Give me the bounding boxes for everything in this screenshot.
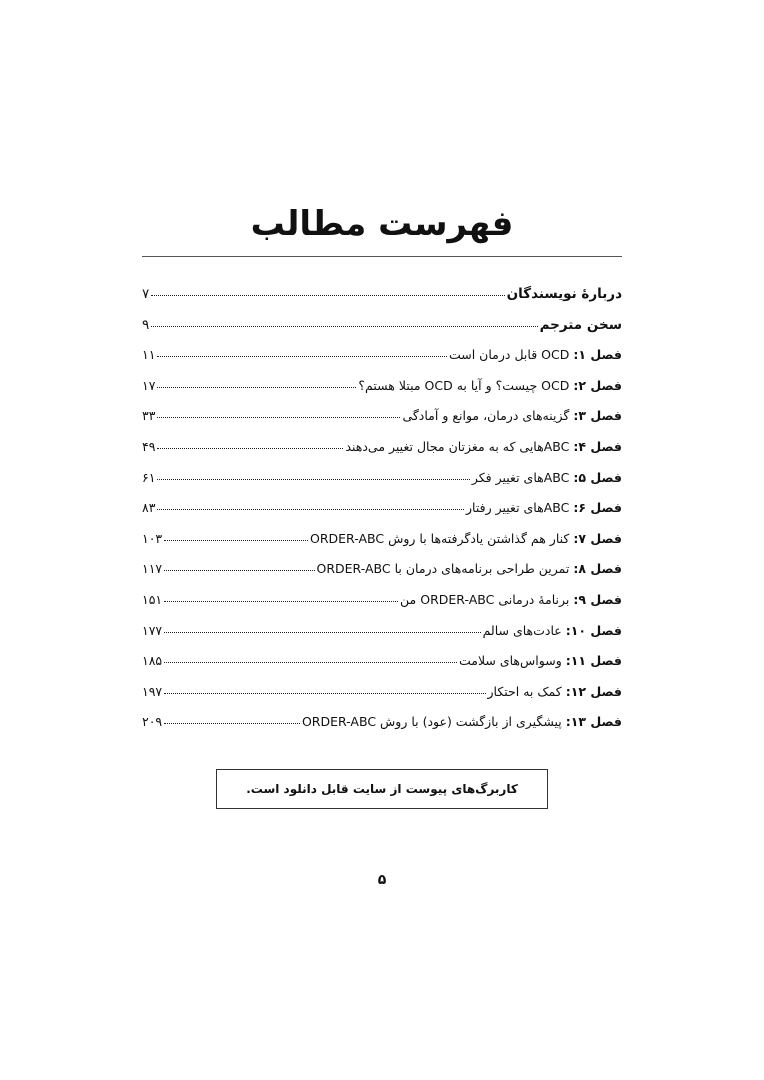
toc-page-number: ۱۹۷	[142, 683, 163, 699]
toc-chapter-number: فصل ۶:	[573, 500, 622, 516]
toc-entry-label	[488, 684, 622, 699]
table-of-contents	[142, 285, 622, 744]
toc-dot-leader	[164, 589, 398, 602]
toc-dot-leader	[164, 711, 300, 724]
toc-page-number: ۱۰۳	[142, 530, 163, 546]
toc-entry-title: OCD چیست؟ و آیا به OCD مبتلا هستم؟	[358, 377, 570, 393]
toc-entry-label	[302, 714, 622, 729]
page-title: فهرست مطالب	[250, 204, 514, 244]
toc-chapter-number: فصل ۳:	[573, 408, 622, 424]
toc-entry-label	[507, 286, 622, 302]
toc-page-number: ۱۵۱	[142, 591, 163, 607]
download-notice-box	[216, 769, 548, 809]
toc-page-number: ۶۱	[142, 469, 156, 485]
toc-entry-title: پیشگیری از بازگشت (عود) با روش ORDER-ABC	[301, 714, 562, 730]
toc-chapter-number: فصل ۵:	[573, 469, 622, 485]
toc-dot-leader	[157, 405, 400, 418]
toc-chapter-number: فصل ۱۱:	[565, 653, 622, 669]
toc-entry-label	[358, 378, 622, 393]
toc-dot-leader	[151, 283, 504, 296]
toc-chapter-number: فصل ۱۰:	[565, 622, 622, 638]
toc-entry-title: ABCهای تغییر رفتار	[466, 500, 570, 516]
toc-page-number: ۹	[142, 316, 150, 333]
toc-page-number: ۲۰۹	[142, 714, 163, 730]
toc-entry-title: دربارهٔ نویسندگان	[506, 286, 622, 302]
toc-page-number: ۱۸۵	[142, 653, 163, 669]
toc-entry-label	[483, 623, 622, 638]
toc-entry-title: سخن مترجم	[539, 316, 622, 333]
toc-entry[interactable]	[142, 622, 622, 653]
toc-dot-leader	[157, 497, 464, 510]
toc-entry[interactable]	[142, 683, 622, 714]
toc-entry[interactable]	[142, 285, 622, 316]
toc-page-number: ۱۷۷	[142, 622, 163, 638]
toc-chapter-number: فصل ۴:	[573, 438, 622, 454]
download-notice-text: کاربرگ‌های پیوست از سایت قابل دانلود است.	[246, 782, 518, 796]
toc-entry-title: ABCهایی که به مغزتان مجال تغییر می‌دهند	[345, 438, 570, 454]
toc-page-number: ۴۹	[142, 438, 156, 454]
toc-entry-label	[449, 347, 622, 362]
toc-entry-label	[466, 500, 622, 515]
toc-dot-leader	[157, 436, 343, 449]
toc-chapter-number: فصل ۱۳:	[565, 714, 622, 730]
toc-page-number: ۱۱	[142, 347, 156, 363]
toc-chapter-number: فصل ۸:	[573, 561, 622, 577]
toc-dot-leader	[157, 467, 469, 480]
toc-entry[interactable]	[142, 407, 622, 438]
toc-dot-leader	[151, 314, 537, 327]
toc-entry-label	[310, 531, 622, 546]
toc-chapter-number: فصل ۹:	[573, 591, 622, 607]
toc-entry-title: کمک به احتکار	[487, 683, 562, 699]
toc-chapter-number: فصل ۷:	[573, 530, 622, 546]
toc-entry[interactable]	[142, 530, 622, 561]
title-divider	[142, 256, 622, 257]
toc-page-number: ۷	[142, 286, 150, 302]
toc-entry[interactable]	[142, 438, 622, 469]
toc-entry[interactable]	[142, 713, 622, 744]
toc-dot-leader	[157, 344, 447, 357]
toc-page-number: ۸۳	[142, 500, 156, 516]
toc-entry[interactable]	[142, 560, 622, 591]
toc-dot-leader	[164, 650, 457, 663]
toc-page-number: ۱۷	[142, 377, 156, 393]
toc-entry-label	[459, 653, 622, 668]
toc-page-number: ۱۱۷	[142, 561, 163, 577]
toc-entry-label	[402, 408, 622, 423]
toc-entry-title: وسواس‌های سلامت	[458, 653, 562, 669]
toc-entry[interactable]	[142, 652, 622, 683]
toc-entry-title: تمرین طراحی برنامه‌های درمان با ORDER-ABC	[316, 561, 570, 577]
toc-page-number: ۳۳	[142, 408, 156, 424]
toc-entry-title: OCD قابل درمان است	[448, 347, 570, 363]
toc-entry-title: گزینه‌های درمان، موانع و آمادگی	[402, 408, 570, 424]
toc-dot-leader	[164, 528, 308, 541]
toc-entry[interactable]	[142, 591, 622, 622]
toc-entry[interactable]	[142, 469, 622, 500]
toc-chapter-number: فصل ۱:	[573, 347, 622, 363]
toc-entry[interactable]	[142, 316, 622, 347]
page-number: ۵	[377, 872, 387, 888]
toc-entry-label	[317, 561, 623, 576]
toc-chapter-number: فصل ۲:	[573, 377, 622, 393]
toc-entry[interactable]	[142, 346, 622, 377]
toc-entry-title: عادت‌های سالم	[482, 622, 562, 638]
toc-chapter-number: فصل ۱۲:	[565, 683, 622, 699]
toc-entry[interactable]	[142, 377, 622, 408]
toc-dot-leader	[164, 558, 314, 571]
toc-dot-leader	[164, 681, 485, 694]
toc-entry-label	[472, 470, 622, 485]
toc-entry-label	[540, 317, 622, 333]
toc-entry-title: کنار هم گذاشتن یادگرفته‌ها با روش ORDER-ABC	[310, 530, 570, 546]
toc-dot-leader	[157, 375, 356, 388]
toc-entry-label	[345, 439, 622, 454]
toc-entry-title: ABCهای تغییر فکر	[471, 469, 570, 485]
toc-entry-label	[400, 592, 622, 607]
toc-entry-title: برنامهٔ درمانی ORDER-ABC من	[400, 591, 570, 607]
toc-dot-leader	[164, 620, 480, 633]
toc-entry[interactable]	[142, 499, 622, 530]
